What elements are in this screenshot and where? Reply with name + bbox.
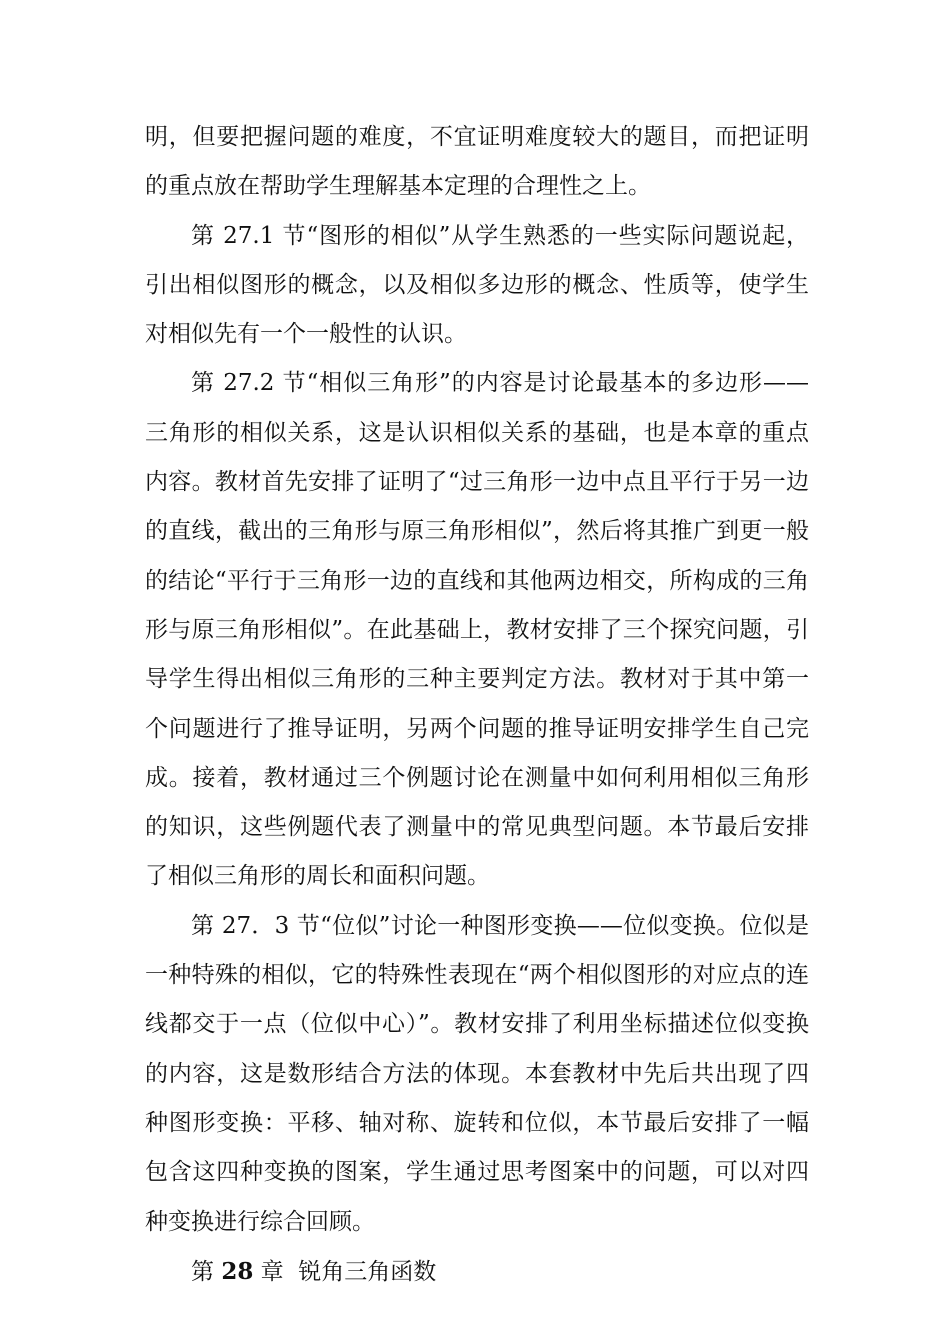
chapter-number: 28 — [221, 1257, 254, 1285]
paragraph-continuation: 明，但要把握问题的难度，不宜证明难度较大的题目，而把证明的重点放在帮助学生理解基本定理的合理性之上。 — [145, 124, 809, 200]
paragraph-section-27-1: 第 27.1 节“图形的相似”从学生熟悉的一些实际问题说起，引出相似图形的概念，以及相似多边形的概念、性质等，使学生对相似先有一个一般性的认识。 — [145, 222, 809, 348]
chapter-heading-title: 章 锐角三角函数 — [253, 1258, 437, 1285]
chapter-heading — [145, 1247, 809, 1297]
chapter-heading-prefix: 第 — [191, 1258, 222, 1285]
body-text — [145, 113, 809, 1297]
paragraph-section-27-2: 第 27.2 节“相似三角形”的内容是讨论最基本的多边形——三角形的相似关系，这是认识相似关系的基础，也是本章的重点内容。教材首先安排了证明了“过三角形一边中点且平行于另一边的直线，截出的三角形与原三角形相似”，然后将其推广到更一般的结论“平行于三角形一边的直线和其他两边相交，所构成的三角形与原三角形相似”。在此基础上，教材安排了三个探究问题，引导学生得出相似三角形的三种主要判定方法。教材对于其中第一个问题进行了推导证明，另两个问题的推导证明安排学生自己完成。接着，教材通过三个例题讨论在测量中如何利用相似三角形的知识，这些例题代表了测量中的常见典型问题。本节最后安排了相似三角形的周长和面积问题。 — [145, 370, 809, 890]
paragraph-section-27-3: 第 27．3 节“位似”讨论一种图形变换——位似变换。位似是一种特殊的相似，它的特殊性表现在“两个相似图形的对应点的连线都交于一点（位似中心）”。教材安排了利用坐标描述位似变换的内容，这是数形结合方法的体现。本套教材中先后共出现了四种图形变换：平移、轴对称、旋转和位似，本节最后安排了一幅包含这四种变换的图案，学生通过思考图案中的问题，可以对四种变换进行综合回顾。 — [145, 912, 809, 1235]
